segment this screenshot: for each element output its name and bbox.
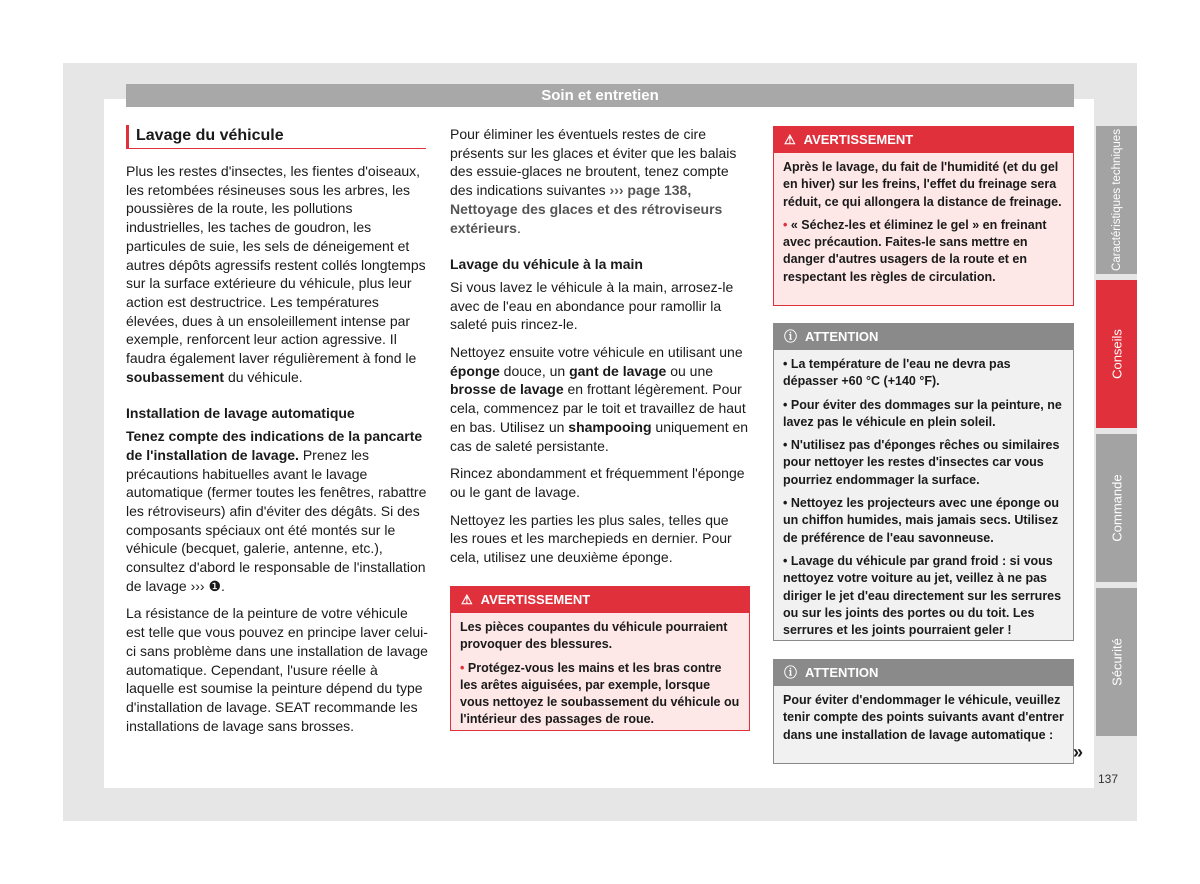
tab-securite[interactable]: Sécurité: [1096, 588, 1137, 736]
info-circle-icon: ⓘ: [784, 665, 798, 680]
warning-bullet: • « Séchez-les et éliminez le gel » en freinant avec précaution. Faites-le sans mettre en danger d'autres usagers de la route et en respectant les règles de circulation.: [783, 217, 1047, 284]
column-2: [450, 125, 750, 576]
subheading: Installation de lavage automatique: [126, 405, 355, 422]
warning-bullet: • Protégez-vous les mains et les bras contre les arêtes aiguisées, par exemple, lorsque vous nettoyez le soubassement du véhicule ou l'intérieur des passages de roue.: [460, 660, 740, 727]
tab-commande[interactable]: Commande: [1096, 434, 1137, 582]
attention-bullet: • La température de l'eau ne devra pas dépasser +60 °C (+140 °F).: [783, 357, 1011, 389]
attention-bullet: • Pour éviter des dommages sur la peinture, ne lavez pas le véhicule en plein soleil.: [783, 397, 1062, 429]
paragraph: La résistance de la peinture de votre véhicule est telle que vous pouvez en principe laver celui-ci sans problème dans une installation de lavage automatique. Cependant, l'usure réelle à laquelle est soumise la peinture dépend du type d'installation de lavage. SEAT recommande les installations de lavage sans brosses.: [126, 605, 428, 734]
subheading: Lavage du véhicule à la main: [450, 256, 643, 273]
paragraph: Tenez compte des indications de la pancarte de l'installation de lavage. Prenez les précautions habituelles avant le lavage automatique (fermer toutes les fenêtres, rabattre les rétroviseurs) afin d'éviter des dégâts. Si des composants spéciaux ont été montés sur le véhicule (becquet, galerie, antenne, etc.), consultez d'abord le responsable de l'installation de lavage ››› ❶.: [126, 428, 427, 594]
warning-header: ⚠ AVERTISSEMENT: [451, 587, 749, 613]
attention-bullet: • N'utilisez pas d'éponges rêches ou similaires pour nettoyer les restes d'insectes car vous pourriez endommager la surface.: [783, 438, 1060, 487]
warning-text: Les pièces coupantes du véhicule pourraient provoquer des blessures.: [460, 620, 728, 652]
attention-header: ⓘ ATTENTION: [774, 324, 1073, 350]
paragraph: Si vous lavez le véhicule à la main, arrosez-le avec de l'eau en abondance pour ramollir la saleté puis rincez-le.: [450, 278, 734, 333]
page-reference-link[interactable]: ››› page 138, Nettoyage des glaces et des rétroviseurs extérieurs: [450, 182, 723, 236]
attention-header: ⓘ ATTENTION: [774, 660, 1073, 686]
paragraph: Pour éliminer les éventuels restes de cire présents sur les glaces et éviter que les balais des essuie-glaces ne broutent, tenez compte des indications suivantes ››› page 138, Nettoyage des glaces et des rétroviseurs extérieurs.: [450, 126, 737, 236]
chapter-header: Soin et entretien: [126, 84, 1074, 107]
paragraph: Plus les restes d'insectes, les fientes d'oiseaux, les retombées résineuses sous les arbres, les poussières de la route, les pollutions industrielles, les taches de goudron, les particules de suie, les sels de déneigement et autres dépôts agressifs restent collés longtemps sur la surface extérieure du véhicule, plus leur action est destructrice. Les températures élevées, dues à un ensoleillement intense par exemple, renforcent leur action agressive. Il faudra également laver régulièrement à fond le soubassement du véhicule.: [126, 163, 426, 385]
paragraph: Rincez abondamment et fréquemment l'éponge ou le gant de lavage.: [450, 465, 745, 500]
warning-triangle-icon: ⚠: [784, 132, 796, 147]
continue-arrow-icon: »: [1073, 742, 1084, 762]
warning-box: [450, 586, 750, 731]
attention-bullet: • Lavage du véhicule par grand froid : si vous nettoyez votre voiture au jet, veillez à ne pas diriger le jet d'eau directement sur les serrures ou sur les joints des portes ou du toit. Les serrures et les joints pourraient geler !: [783, 553, 1062, 638]
paragraph: Nettoyez ensuite votre véhicule en utilisant une éponge douce, un gant de lavage ou une brosse de lavage en frottant légèrement. Pour cela, commencez par le toit et travaillez de haut en bas. Utilisez un shampooing uniquement en cas de saleté persistante.: [450, 344, 749, 454]
warning-header: ⚠ AVERTISSEMENT: [774, 127, 1073, 153]
column-1: [126, 162, 428, 744]
attention-bullet: • Nettoyez les projecteurs avec une éponge ou un chiffon humides, mais jamais secs. Utilisez de préférence de l'eau savonneuse.: [783, 496, 1060, 545]
warning-triangle-icon: ⚠: [461, 592, 473, 607]
paragraph: Nettoyez les parties les plus sales, telles que les roues et les marchepieds en dernier. Pour cela, utilisez une deuxième éponge.: [450, 511, 732, 566]
tab-conseils[interactable]: Conseils: [1096, 280, 1137, 428]
tab-caracteristiques-techniques[interactable]: Caractéristiques techniques: [1096, 126, 1137, 274]
warning-box: [773, 126, 1074, 306]
warning-text: Après le lavage, du fait de l'humidité (et du gel en hiver) sur les freins, l'effet du freinage sera réduit, ce qui allongera la distance de freinage.: [783, 160, 1062, 209]
attention-box: [773, 659, 1074, 764]
info-circle-icon: ⓘ: [784, 329, 798, 344]
section-title: Lavage du véhicule: [126, 125, 426, 149]
attention-text: Pour éviter d'endommager le véhicule, veuillez tenir compte des points suivants avant d'entrer dans une installation de lavage automatique :: [783, 693, 1064, 742]
page-number: 137: [1098, 772, 1119, 786]
attention-box: [773, 323, 1074, 641]
